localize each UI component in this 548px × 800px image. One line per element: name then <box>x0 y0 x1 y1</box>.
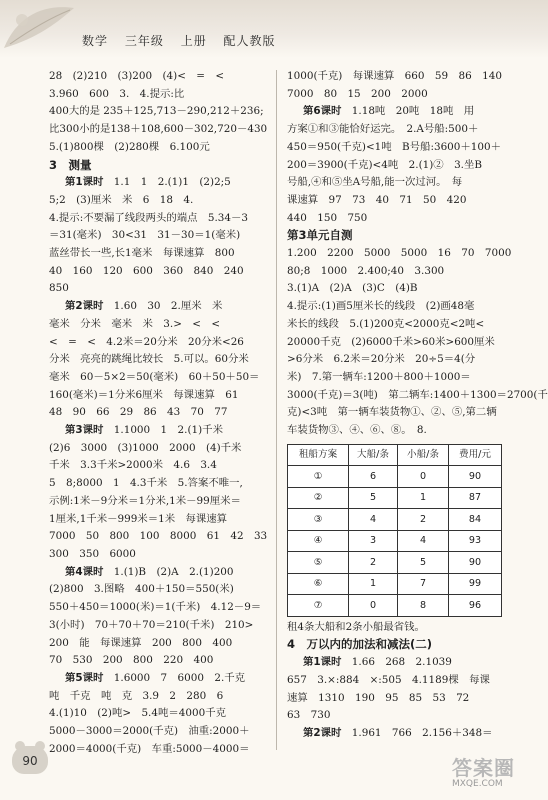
page-header <box>82 32 288 49</box>
answer-line: 657 3.×:884 ×:505 4.1189棵 每课 <box>287 673 490 686</box>
section-heading: 4 万以内的加法和减法(二) <box>287 637 433 652</box>
watermark-logo: 答案圈 <box>452 756 515 780</box>
answer-line: 蓝丝带长一些,长1毫米 每课速算 800 <box>49 247 235 260</box>
right-answer-column <box>287 68 548 743</box>
answer-line: 5 8;8000 1 4.3千米 5.答案不唯一, <box>49 477 243 490</box>
lesson-label: 第1课时 <box>303 656 342 669</box>
table-cell: 7 <box>398 573 449 595</box>
table-cell: ④ <box>288 530 349 552</box>
answer-line: 4.提示:(1)画5厘米长的线段 (2)画48毫 <box>287 300 475 313</box>
answer-line: 比300小的是138＋108,600－302,720－430 <box>49 123 268 136</box>
answer-line: 吨 千克 吨 克 3.9 2 280 6 <box>49 689 224 702</box>
table-cell: 0 <box>398 466 449 488</box>
answer-line: 5000－3000＝2000(千克) 油重:2000＋ <box>49 725 250 738</box>
table-cell: ③ <box>288 509 349 531</box>
answer-line: 1厘米,1千米－999米＝1米 每课速算 <box>49 512 228 525</box>
watermark <box>452 752 542 796</box>
answer-line: 4.提示:不要漏了线段两头的端点 5.34－3 <box>49 211 249 224</box>
answer-line: (2)6 3000 (3)1000 2000 (4)千米 <box>49 441 242 454</box>
lesson-label: 第2课时 <box>65 300 104 313</box>
answer-line: 速算 1310 190 95 85 53 72 <box>287 691 470 704</box>
answer-line: 63 730 <box>287 709 331 722</box>
table-cell: 90 <box>449 552 502 574</box>
header-volume: 上册 <box>180 34 207 48</box>
answer-line: 毫米 分米 毫米 米 3.> < < <box>49 317 221 330</box>
table-cell: 5 <box>398 552 449 574</box>
lesson-answer-text: 1.1000 1 2.(1)千米 <box>103 424 223 437</box>
lesson-answer-text: 1.6000 7 6000 2.千克 <box>103 671 246 684</box>
lesson-line <box>49 174 271 192</box>
answer-line: 课速算 97 73 40 71 50 420 <box>287 193 467 206</box>
answer-line: 3(小时) 70＋70＋70＝210(千米) 210> <box>49 618 254 631</box>
table-cell: 2 <box>398 509 449 531</box>
answer-line: 租4条大船和2条小船最省钱。 <box>287 620 425 633</box>
lesson-line <box>287 725 519 743</box>
lesson-line <box>49 422 271 440</box>
lesson-line <box>287 103 519 121</box>
answer-line: < = < 4.2米＝20分米 20分米<26 <box>49 335 244 348</box>
answer-line: 米长的线段 5.(1)200克<2000克<2吨< <box>287 317 485 330</box>
table-row <box>288 487 502 509</box>
answer-line: 80;8 1000 2.400;40 3.300 <box>287 264 445 277</box>
answer-line: 40 160 120 600 360 840 240 <box>49 264 244 277</box>
table-cell: 96 <box>449 595 502 617</box>
answer-line: 3.960 600 3. 4.提示:比 <box>49 87 185 100</box>
answer-line: 5.(1)800棵 (2)280棵 6.100元 <box>49 140 210 153</box>
answer-line: 4.(1)10 (2)吨> 5.4吨＝4000千克 <box>49 707 226 720</box>
boat-rental-table <box>287 444 502 617</box>
answer-line: 克)<3吨 第一辆车装货物①、②、⑤,第二辆 <box>287 406 497 419</box>
header-edition: 配人教版 <box>223 34 276 48</box>
lesson-answer-text: 1.(1)B (2)A 2.(1)200 <box>103 565 234 578</box>
lesson-line <box>287 654 519 672</box>
leaf-decoration-icon <box>0 0 90 58</box>
answer-line: 方案①和③能恰好运完。 2.A号船:500＋ <box>287 123 479 136</box>
table-cell: 4 <box>349 509 398 531</box>
table-cell: ⑤ <box>288 552 349 574</box>
answer-line: 48 90 66 29 86 43 70 77 <box>49 406 228 419</box>
lesson-label: 第5课时 <box>65 671 104 684</box>
table-row <box>288 466 502 488</box>
table-cell: 99 <box>449 573 502 595</box>
answer-line: 3.(1)A (2)A (3)C (4)B <box>287 282 418 295</box>
lesson-answer-text: 1.1 1 2.(1)1 (2)2;5 <box>103 176 231 189</box>
right-column-top <box>287 68 548 440</box>
table-cell: 2 <box>349 552 398 574</box>
answer-line: 200 能 每课速算 200 800 400 <box>49 636 233 649</box>
table-cell: 8 <box>398 595 449 617</box>
answer-line: 300 350 6000 <box>49 547 136 560</box>
answer-line: 1.200 2200 5000 5000 16 70 7000 <box>287 247 512 260</box>
answer-line: 5;2 (3)厘米 米 6 18 4. <box>49 193 194 206</box>
section-heading: 第3单元自测 <box>287 228 353 243</box>
lesson-label: 第6课时 <box>303 105 342 118</box>
table-cell: ⑦ <box>288 595 349 617</box>
answer-line: ＝31(毫米) 30<31 31－30＝1(毫米) <box>49 229 241 242</box>
answer-line: 号船,④和⑤坐A号船,能一次过河。 每 <box>287 176 463 189</box>
answer-line: 车装货物③、④、⑥、⑧。 8. <box>287 424 427 437</box>
table-cell: ⑥ <box>288 573 349 595</box>
table-row <box>288 509 502 531</box>
lesson-label: 第1课时 <box>65 176 104 189</box>
answer-line: 850 <box>49 282 69 295</box>
table-row <box>288 573 502 595</box>
table-cell: 93 <box>449 530 502 552</box>
answer-line: 7000 80 15 200 2000 <box>287 87 428 100</box>
header-band <box>0 0 548 58</box>
answer-line: 550＋450＝1000(米)＝1(千米) 4.12－9＝ <box>49 601 262 614</box>
table-header-cell: 大船/条 <box>349 444 398 466</box>
header-grade: 三年级 <box>124 34 164 48</box>
answer-line: 3000(千克)＝3(吨) 第二辆车:1400＋1300＝2700(千 <box>287 388 548 401</box>
lesson-line <box>49 564 271 582</box>
table-row <box>288 530 502 552</box>
lesson-label: 第4课时 <box>65 565 104 578</box>
table-row <box>288 595 502 617</box>
lesson-line <box>49 670 271 688</box>
answer-line: 千米 3.3千米>2000米 4.6 3.4 <box>49 459 217 472</box>
answer-line: 20000千克 (2)6000千米>60米>600厘米 <box>287 335 495 348</box>
lesson-label: 第3课时 <box>65 424 104 437</box>
left-answer-column <box>49 68 271 758</box>
lesson-answer-text: 1.961 766 2.156＋348＝ <box>341 726 493 739</box>
column-divider <box>276 70 277 750</box>
table-cell: 0 <box>349 595 398 617</box>
table-header-cell: 小船/条 <box>398 444 449 466</box>
table-cell: 87 <box>449 487 502 509</box>
table-cell: 90 <box>449 466 502 488</box>
answer-line: 160(毫米)＝1分米6厘米 每课速算 61 <box>49 388 239 401</box>
lesson-answer-text: 1.66 268 2.1039 <box>341 656 452 669</box>
answer-line: 示例:1米－9分米＝1分米,1米－99厘米＝ <box>49 494 241 507</box>
answer-line: 分米 亮亮的跳绳比较长 5.可以。60分米 <box>49 353 249 366</box>
lesson-line <box>49 298 271 316</box>
page-number: 90 <box>12 746 48 774</box>
table-cell: 4 <box>398 530 449 552</box>
answer-line: 200＝3900(千克)<4吨 2.(1)② 3.坐B <box>287 158 483 171</box>
table-header-cell: 租船方案 <box>288 444 349 466</box>
answer-line: 7000 50 800 100 8000 61 42 33 <box>49 530 268 543</box>
answer-line: >6分米 6.2米＝20分米 20÷5＝4(分 <box>287 353 476 366</box>
table-cell: 1 <box>398 487 449 509</box>
lesson-label: 第2课时 <box>303 726 342 739</box>
header-subject: 数学 <box>82 34 109 48</box>
answer-line: (2)800 3.图略 400＋150＝550(米) <box>49 583 234 596</box>
lesson-answer-text: 1.60 30 2.厘米 米 <box>103 300 223 313</box>
table-cell: 6 <box>349 466 398 488</box>
watermark-url: MXQE.COM <box>452 779 503 789</box>
answer-line: 450＝950(千克)<1吨 B号船:3600＋100＋ <box>287 140 502 153</box>
lesson-answer-text: 1.18吨 20吨 18吨 用 <box>341 105 475 118</box>
table-cell: 1 <box>349 573 398 595</box>
answer-line: 毫米 60－5×2＝50(毫米) 60＋50＋50＝ <box>49 370 260 383</box>
right-column-bottom <box>287 619 519 743</box>
answer-line: 2000＝4000(千克) 车重:5000－4000＝ <box>49 742 250 755</box>
table-cell: 5 <box>349 487 398 509</box>
answer-line: 米) 7.第一辆车:1200＋800＋1000＝ <box>287 370 471 383</box>
table-cell: ① <box>288 466 349 488</box>
table-cell: 3 <box>349 530 398 552</box>
table-cell: 84 <box>449 509 502 531</box>
answer-line: 400大的是 235＋125,713－290,212＋236; <box>49 105 264 118</box>
answer-line: 440 150 750 <box>287 211 368 224</box>
table-row <box>288 552 502 574</box>
table-header-cell: 费用/元 <box>449 444 502 466</box>
table-cell: ② <box>288 487 349 509</box>
answer-line: 28 (2)210 (3)200 (4)< = < <box>49 70 225 82</box>
table-header-row <box>288 444 502 466</box>
answer-line: 1000(千克) 每课速算 660 59 86 140 <box>287 70 502 82</box>
answer-line: 70 530 200 800 220 400 <box>49 654 214 667</box>
section-heading: 3 测量 <box>49 157 92 172</box>
